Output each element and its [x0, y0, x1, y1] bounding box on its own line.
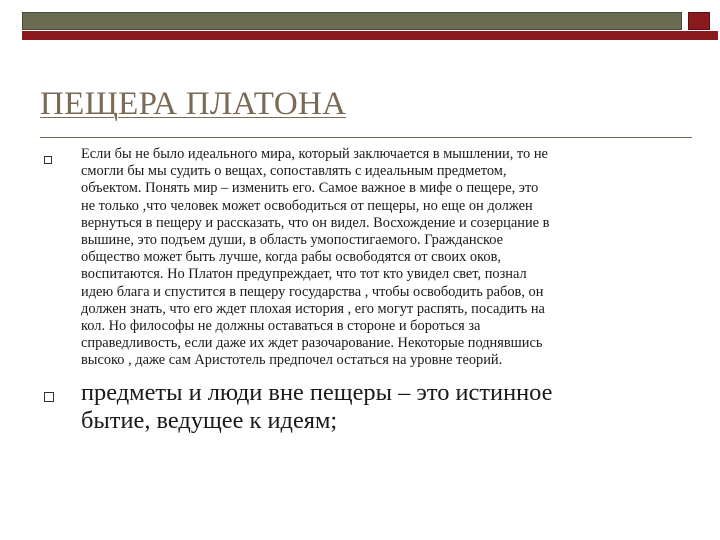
- slide-title: ПЕЩЕРА ПЛАТОНА: [40, 86, 347, 122]
- text-line: предметы и люди вне пещеры – это истинное: [81, 379, 553, 406]
- text-line: не только ,что человек может освободиться от пещеры, но еще он должен: [81, 197, 533, 214]
- bullet-text-1: [81, 146, 691, 370]
- header-bar: [22, 12, 682, 30]
- text-line: высоко , даже сам Аристотель предпочел остаться на уровне теорий.: [81, 352, 503, 369]
- text-line: должен знать, что его ждет плохая история , его могут распять, посадить на: [81, 300, 545, 317]
- text-line: справедливость, если даже их ждет разочарование. Некоторые поднявшись: [81, 335, 543, 352]
- text-line: воспитаются. Но Платон предупреждает, что тот кто увидел свет, познал: [81, 266, 527, 283]
- text-line: объектом. Понять мир – изменить его. Самое важное в мифе о пещере, это: [81, 180, 539, 197]
- text-line: Если бы не было идеального мира, который заключается в мышлении, то не: [81, 146, 548, 162]
- title-divider: [40, 137, 692, 138]
- bullet-square-icon: [44, 392, 54, 402]
- text-line: кол. Но философы не должны оставаться в стороне и бороться за: [81, 318, 481, 335]
- bullet-text-2: [81, 379, 691, 435]
- text-line: вышине, это подъем души, в область умопостигаемого. Гражданское: [81, 232, 503, 249]
- text-line: идею блага и спустится в пещеру государства , чтобы освободить рабов, он: [81, 283, 544, 300]
- bullet-square-icon: [44, 156, 52, 164]
- text-line: бытие, ведущее к идеям;: [81, 407, 338, 434]
- text-line: смогли бы мы судить о вещах, сопоставлять с идеальным предметом,: [81, 163, 507, 180]
- text-line: вернуться в пещеру и рассказать, что он видел. Восхождение и созерцание в: [81, 214, 550, 231]
- header-accent-bar: [22, 31, 718, 40]
- corner-square: [688, 12, 710, 30]
- text-line: общество может быть лучше, когда рабы освободятся от своих оков,: [81, 249, 501, 266]
